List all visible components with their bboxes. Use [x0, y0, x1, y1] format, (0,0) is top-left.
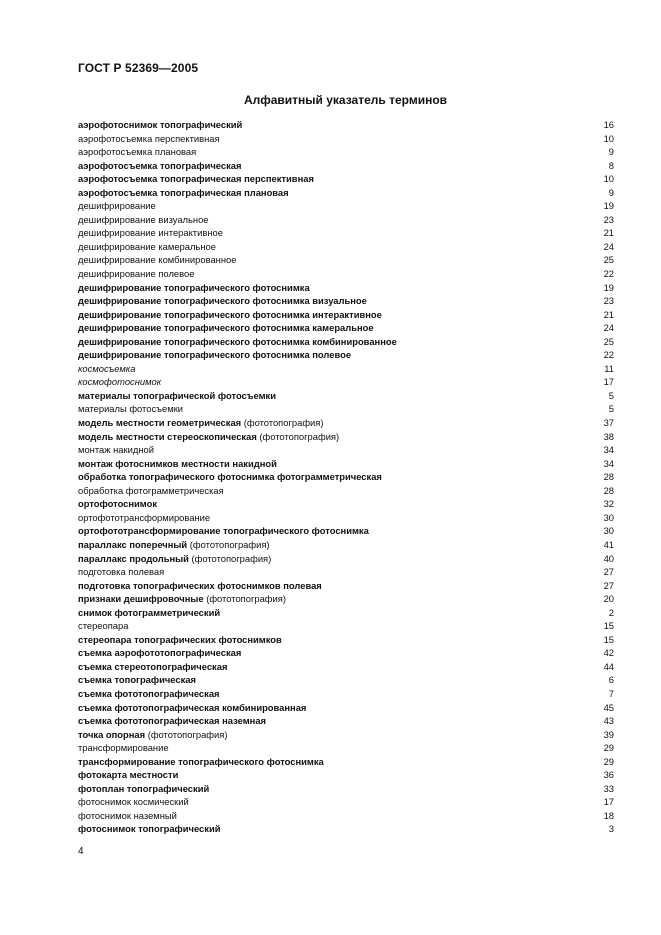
index-term-text: ортофототрансформирование топографического фотоснимка: [78, 525, 369, 537]
index-term-text: дешифрирование визуальное: [78, 213, 209, 225]
index-page-ref: 5: [608, 389, 614, 401]
index-entry: [78, 660, 614, 674]
index-term-text: съемка аэрофототопографическая: [78, 647, 242, 659]
index-entry: [78, 348, 614, 362]
index-entry: [78, 267, 614, 281]
index-page-ref: 27: [603, 579, 614, 591]
index-entry: [78, 687, 614, 701]
index-term-text: подготовка полевая: [78, 566, 165, 578]
index-term: [78, 619, 128, 633]
index-entry: [78, 308, 614, 322]
index-term: [78, 159, 241, 173]
index-term-note: (фототопография): [243, 417, 324, 429]
index-term: [78, 660, 227, 674]
index-term: [78, 294, 367, 308]
index-entry: [78, 701, 614, 715]
index-term-text: съемка фототопографическая: [78, 687, 220, 699]
index-term-text: трансформирование: [78, 742, 169, 754]
index-term: [78, 335, 397, 349]
index-entry: [78, 186, 614, 200]
index-entry: [78, 281, 614, 295]
index-term-text: параллакс поперечный: [78, 538, 188, 550]
index-term: [78, 714, 266, 728]
index-entry: [78, 213, 614, 227]
index-page-ref: 25: [603, 335, 614, 347]
index-page-ref: 17: [603, 796, 614, 808]
index-term: [78, 226, 223, 240]
index-entry: [78, 294, 614, 308]
index-term-text: дешифрирование камеральное: [78, 240, 216, 252]
index-entry: [78, 335, 614, 349]
index-term-text: фотоплан топографический: [78, 782, 210, 794]
index-page-ref: 15: [603, 620, 614, 632]
index-page-ref: 21: [603, 308, 614, 320]
index-term-text: фотоснимок топографический: [78, 823, 221, 835]
index-term-text: аэрофотосъемка перспективная: [78, 132, 220, 144]
index-page-ref: 9: [608, 186, 614, 198]
index-term: [78, 132, 220, 146]
index-term: [78, 118, 242, 132]
index-entry: [78, 132, 614, 146]
index-page-ref: 28: [603, 484, 614, 496]
index-term: [78, 362, 135, 376]
index-entry: [78, 321, 614, 335]
index-page-ref: 37: [603, 417, 614, 429]
index-term: [78, 524, 369, 538]
index-page-ref: 38: [603, 430, 614, 442]
index-term: [78, 416, 323, 430]
index-entry: [78, 375, 614, 389]
index-term-text: стереопара топографических фотоснимков: [78, 633, 282, 645]
index-page-ref: 20: [603, 593, 614, 605]
index-term-text: снимок фотограмметрический: [78, 606, 221, 618]
index-term-text: фотоснимок наземный: [78, 809, 177, 821]
index-entry: [78, 253, 614, 267]
index-term-text: дешифрирование топографического фотоснимка: [78, 281, 310, 293]
index-term: [78, 267, 194, 281]
index-entry: [78, 552, 614, 566]
index-term-text: ортофотоснимок: [78, 498, 158, 510]
index-entry: [78, 782, 614, 796]
index-page-ref: 24: [603, 240, 614, 252]
index-page-ref: 23: [603, 295, 614, 307]
index-page-ref: 5: [608, 403, 614, 415]
index-page-ref: 34: [603, 457, 614, 469]
index-term-text: материалы фотосъемки: [78, 403, 184, 415]
index-page-ref: 19: [603, 200, 614, 212]
index-term: [78, 172, 314, 186]
index-term-text: признаки дешифровочные: [78, 593, 204, 605]
index-term: [78, 809, 177, 823]
index-entry: [78, 470, 614, 484]
index-page-ref: 17: [603, 376, 614, 388]
index-term: [78, 443, 154, 457]
index-page-ref: 23: [603, 213, 614, 225]
index-term: [78, 755, 324, 769]
index-term-text: аэрофотосъемка топографическая перспективная: [78, 173, 314, 185]
index-term-text: космосъемка: [78, 362, 136, 374]
index-page-ref: 10: [603, 132, 614, 144]
index-term-text: дешифрирование топографического фотоснимка комбинированное: [78, 335, 397, 347]
index-term-text: съемка фототопографическая наземная: [78, 715, 267, 727]
index-term-text: монтаж фотоснимков местности накидной: [78, 457, 277, 469]
index-term-note: (фототопография): [189, 538, 270, 550]
index-entry: [78, 497, 614, 511]
index-term-text: подготовка топографических фотоснимков полевая: [78, 579, 322, 591]
index-entry: [78, 457, 614, 471]
index-term-text: съемка топографическая: [78, 674, 196, 686]
index-term: [78, 389, 276, 403]
index-term-text: дешифрирование топографического фотоснимка камеральное: [78, 322, 374, 334]
index-term: [78, 822, 220, 836]
term-index-list: [78, 118, 614, 836]
index-term-text: съемка стереотопографическая: [78, 660, 228, 672]
index-entry: [78, 430, 614, 444]
index-term-text: обработка фотограмметрическая: [78, 484, 224, 496]
index-page-ref: 39: [603, 728, 614, 740]
index-term: [78, 470, 382, 484]
index-entry: [78, 226, 614, 240]
index-entry: [78, 538, 614, 552]
index-page-ref: 11: [604, 362, 614, 374]
index-page-ref: 2: [608, 606, 614, 618]
index-term-text: дешифрирование интерактивное: [78, 227, 223, 239]
index-term-text: аэрофотосъемка топографическая: [78, 159, 242, 171]
index-term-note: (фототопография): [191, 552, 272, 564]
index-term-text: аэрофотосъемка плановая: [78, 146, 197, 158]
index-term: [78, 145, 196, 159]
index-term-note: (фототопография): [206, 593, 286, 605]
index-page-ref: 32: [603, 498, 614, 510]
index-term-text: фотокарта местности: [78, 769, 179, 781]
index-entry: [78, 592, 614, 606]
index-page-ref: 41: [603, 538, 614, 550]
index-page-ref: 21: [603, 227, 614, 239]
index-page-ref: 3: [608, 823, 614, 835]
index-page-ref: 40: [603, 552, 614, 564]
index-entry: [78, 768, 614, 782]
index-term: [78, 687, 220, 701]
index-page-ref: 43: [603, 715, 614, 727]
index-term: [78, 592, 286, 606]
index-page-ref: 30: [603, 525, 614, 537]
index-page-ref: 33: [603, 782, 614, 794]
index-term-text: фотоснимок космический: [78, 796, 189, 808]
index-page-ref: 28: [603, 471, 614, 483]
index-term: [78, 240, 216, 254]
index-page-ref: 42: [603, 647, 614, 659]
index-page-ref: 18: [603, 809, 614, 821]
index-entry: [78, 755, 614, 769]
index-entry: [78, 362, 614, 376]
index-term-text: материалы топографической фотосъемки: [78, 389, 276, 401]
index-term-text: стереопара: [78, 620, 129, 632]
index-term-text: космофотоснимок: [78, 376, 162, 388]
index-entry: [78, 511, 614, 525]
index-page-ref: 16: [603, 119, 614, 130]
index-page-ref: 9: [608, 146, 614, 158]
index-term: [78, 308, 382, 322]
index-page-ref: 44: [603, 660, 614, 672]
index-entry: [78, 416, 614, 430]
index-term-note: (фототопография): [147, 728, 228, 740]
index-term-note: (фототопография): [259, 430, 340, 442]
index-term: [78, 795, 189, 809]
index-page-ref: 10: [603, 173, 614, 185]
index-entry: [78, 118, 614, 132]
index-term: [78, 646, 241, 660]
index-page-ref: 19: [603, 281, 614, 293]
index-page-ref: 25: [603, 254, 614, 266]
index-page-ref: 7: [608, 687, 614, 699]
index-term-text: модель местности стереоскопическая: [78, 430, 257, 442]
index-term: [78, 199, 156, 213]
index-entry: [78, 402, 614, 416]
index-term: [78, 511, 210, 525]
index-term: [78, 565, 164, 579]
index-term-text: ортофототрансформирование: [78, 511, 211, 523]
index-entry: [78, 822, 614, 836]
index-term: [78, 348, 351, 362]
index-page-ref: 30: [603, 511, 614, 523]
index-term-text: точка опорная: [78, 728, 146, 740]
index-entry: [78, 646, 614, 660]
index-term-text: обработка топографического фотоснимка фотограмметрическая: [78, 471, 382, 483]
index-term: [78, 782, 209, 796]
index-term: [78, 253, 236, 267]
index-term: [78, 497, 157, 511]
index-term: [78, 741, 169, 755]
index-term-text: дешифрирование: [78, 200, 156, 212]
index-term: [78, 701, 306, 715]
index-term: [78, 552, 271, 566]
index-page-ref: 34: [603, 444, 614, 456]
index-page-ref: 36: [603, 769, 614, 781]
index-entry: [78, 728, 614, 742]
index-entry: [78, 159, 614, 173]
index-term-text: трансформирование топографического фотоснимка: [78, 755, 324, 767]
index-term: [78, 579, 322, 593]
index-term-text: модель местности геометрическая: [78, 417, 242, 429]
index-term-text: монтаж накидной: [78, 444, 154, 456]
index-entry: [78, 484, 614, 498]
index-entry: [78, 145, 614, 159]
index-term: [78, 186, 289, 200]
index-entry: [78, 619, 614, 633]
index-entry: [78, 795, 614, 809]
index-term: [78, 768, 178, 782]
index-term: [78, 375, 161, 389]
index-term-text: аэрофотоснимок топографический: [78, 119, 243, 130]
index-entry: [78, 199, 614, 213]
index-term: [78, 728, 227, 742]
index-term-text: параллакс продольный: [78, 552, 189, 564]
index-term: [78, 457, 277, 471]
index-term: [78, 430, 339, 444]
index-term: [78, 281, 310, 295]
index-page-ref: 6: [608, 674, 614, 686]
index-page-ref: 8: [608, 159, 614, 171]
index-page-ref: 27: [603, 566, 614, 578]
index-entry: [78, 606, 614, 620]
index-entry: [78, 389, 614, 403]
index-term: [78, 402, 183, 416]
index-term-text: съемка фототопографическая комбинированная: [78, 701, 307, 713]
index-term-text: дешифрирование комбинированное: [78, 254, 237, 266]
index-term: [78, 633, 282, 647]
index-term: [78, 538, 270, 552]
page-number: 4: [78, 846, 84, 857]
index-entry: [78, 524, 614, 538]
index-page-ref: 22: [603, 349, 614, 361]
index-page-ref: 45: [603, 701, 614, 713]
index-entry: [78, 714, 614, 728]
index-term-text: дешифрирование топографического фотоснимка визуальное: [78, 295, 367, 307]
index-term-text: дешифрирование полевое: [78, 268, 195, 280]
index-term-text: дешифрирование топографического фотоснимка полевое: [78, 349, 352, 361]
document-header: ГОСТ Р 52369—2005: [78, 61, 199, 75]
index-entry: [78, 443, 614, 457]
index-term: [78, 606, 220, 620]
index-entry: [78, 633, 614, 647]
index-entry: [78, 741, 614, 755]
index-term: [78, 213, 209, 227]
index-page-ref: 29: [603, 755, 614, 767]
index-entry: [78, 565, 614, 579]
index-page-ref: 22: [603, 268, 614, 280]
index-term-text: аэрофотосъемка топографическая плановая: [78, 186, 289, 198]
index-entry: [78, 240, 614, 254]
index-entry: [78, 172, 614, 186]
index-term: [78, 321, 374, 335]
index-title: Алфавитный указатель терминов: [243, 93, 448, 107]
index-term-text: дешифрирование топографического фотоснимка интерактивное: [78, 308, 382, 320]
index-term: [78, 484, 224, 498]
index-page-ref: 24: [603, 322, 614, 334]
index-page-ref: 15: [603, 633, 614, 645]
index-entry: [78, 579, 614, 593]
index-entry: [78, 673, 614, 687]
index-page-ref: 29: [603, 742, 614, 754]
index-term: [78, 673, 196, 687]
index-entry: [78, 809, 614, 823]
